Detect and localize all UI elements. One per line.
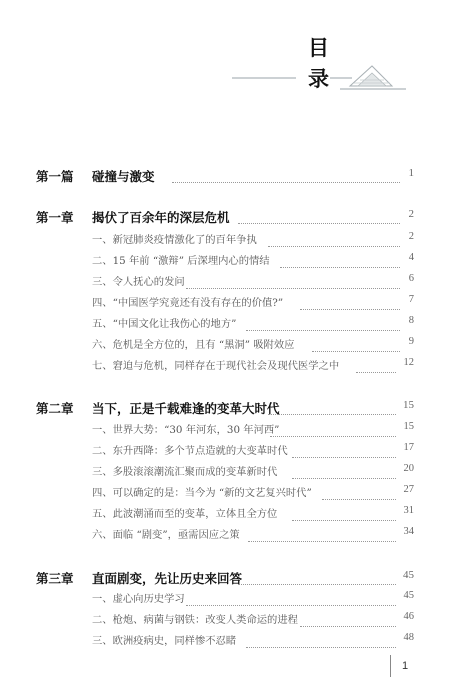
toc-entry-ch2s1[interactable] [0,421,450,441]
dot-leader [356,360,396,373]
section-title: 二、15 年前 “激辩” 后深埋内心的情结 [92,255,270,267]
toc-entry-ch2s5[interactable] [0,505,450,525]
chapter-title: 当下，正是千载难逢的变革大时代 [92,401,280,416]
dot-leader [186,593,396,606]
page-number: 2 [408,231,414,242]
folio-page-number: 1 [402,660,409,672]
section-title: 四、可以确定的是：当今为 “新的文艺复兴时代” [92,487,312,499]
page-number: 7 [408,294,414,305]
toc-entry-part1[interactable] [0,167,450,187]
page-number: 2 [408,208,414,220]
page-number: 15 [403,399,414,411]
toc-entry-ch1s2[interactable] [0,252,450,272]
dot-leader [292,445,396,458]
page-number: 12 [403,357,414,368]
toc-entry-ch2s4[interactable] [0,484,450,504]
dot-leader [186,276,400,289]
part-title: 碰撞与激变 [92,169,155,184]
page-number: 31 [403,505,414,516]
dot-leader [292,508,396,521]
section-title: 三、多股滚滚潮流汇聚而成的变革新时代 [92,466,278,478]
toc-entry-ch3s3[interactable] [0,632,450,652]
section-title: 三、令人抚心的发问 [92,276,185,288]
toc-entry-ch1[interactable] [0,208,450,228]
section-title: 一、世界大势：“30 年河东，30 年河西” [92,424,280,436]
page-number: 17 [403,442,414,453]
section-title: 一、虚心向历史学习 [92,593,185,605]
toc-title-char-2: 录 [308,66,329,91]
toc-entry-ch3s2[interactable] [0,611,450,631]
chapter-title: 直面剧变，先让历史来回答 [92,571,243,586]
page-number: 4 [408,252,414,263]
dot-leader [172,170,400,183]
dot-leader [292,466,396,479]
section-title: 二、东升西降：多个节点造就的大变革时代 [92,445,288,457]
toc-entry-ch2[interactable] [0,399,450,419]
page-number: 6 [408,273,414,284]
page-number: 1 [408,167,414,179]
toc-entry-ch1s5[interactable] [0,315,450,335]
chapter-title: 揭伏了百余年的深层危机 [92,210,230,225]
chapter-label: 第二章 [36,401,74,416]
dot-leader [300,297,400,310]
dot-leader [312,339,400,352]
toc-entry-ch2s6[interactable] [0,526,450,546]
dot-leader [322,487,396,500]
dot-leader [280,255,400,268]
dot-leader [268,402,396,415]
section-title: 五、“中国文化让我伤心的地方” [92,318,237,330]
toc-entry-ch2s2[interactable] [0,442,450,462]
toc-entry-ch3s1[interactable] [0,590,450,610]
page-number: 27 [403,484,414,495]
chapter-label: 第一章 [36,210,74,225]
dot-leader [270,424,396,437]
dot-leader [238,211,400,224]
section-title: 三、欧洲疫病史，同样惨不忍睹 [92,635,237,647]
section-title: 七、窘迫与危机，同样存在于现代社会及现代医学之中 [92,360,340,372]
toc-entry-ch1s4[interactable] [0,294,450,314]
page-number: 46 [403,611,414,622]
section-title: 六、危机是全方位的，且有 “黑洞” 吸附效应 [92,339,295,351]
part-label: 第一篇 [36,169,74,184]
dot-leader [268,234,400,247]
page-number: 8 [408,315,414,326]
chapter-label: 第三章 [36,571,74,586]
dot-leader [238,572,396,585]
toc-entry-ch1s3[interactable] [0,273,450,293]
page-number: 45 [403,569,414,581]
toc-entry-ch1s6[interactable] [0,336,450,356]
dot-leader [246,318,400,331]
page-number: 9 [408,336,414,347]
page-number: 20 [403,463,414,474]
page-number: 15 [403,421,414,432]
title-decoration [0,0,450,120]
toc-entry-ch3[interactable] [0,569,450,589]
dot-leader [248,529,396,542]
toc-entry-ch1s7[interactable] [0,357,450,377]
section-title: 一、新冠肺炎疫情激化了的百年争执 [92,234,257,246]
page-number: 48 [403,632,414,643]
section-title: 五、此波潮涌而至的变革，立体且全方位 [92,508,278,520]
toc-title-char-1: 目 [308,35,329,60]
page-number-divider [390,655,391,677]
page-number: 45 [403,590,414,601]
section-title: 二、枪炮、病菌与钢铁：改变人类命运的进程 [92,614,298,626]
toc-entry-ch1s1[interactable] [0,231,450,251]
section-title: 六、面临 “剧变”，亟需因应之策 [92,529,240,541]
toc-entry-ch2s3[interactable] [0,463,450,483]
section-title: 四、“中国医学究竟还有没有存在的价值?” [92,297,284,309]
dot-leader [300,614,396,627]
page-number: 34 [403,526,414,537]
dot-leader [246,635,396,648]
